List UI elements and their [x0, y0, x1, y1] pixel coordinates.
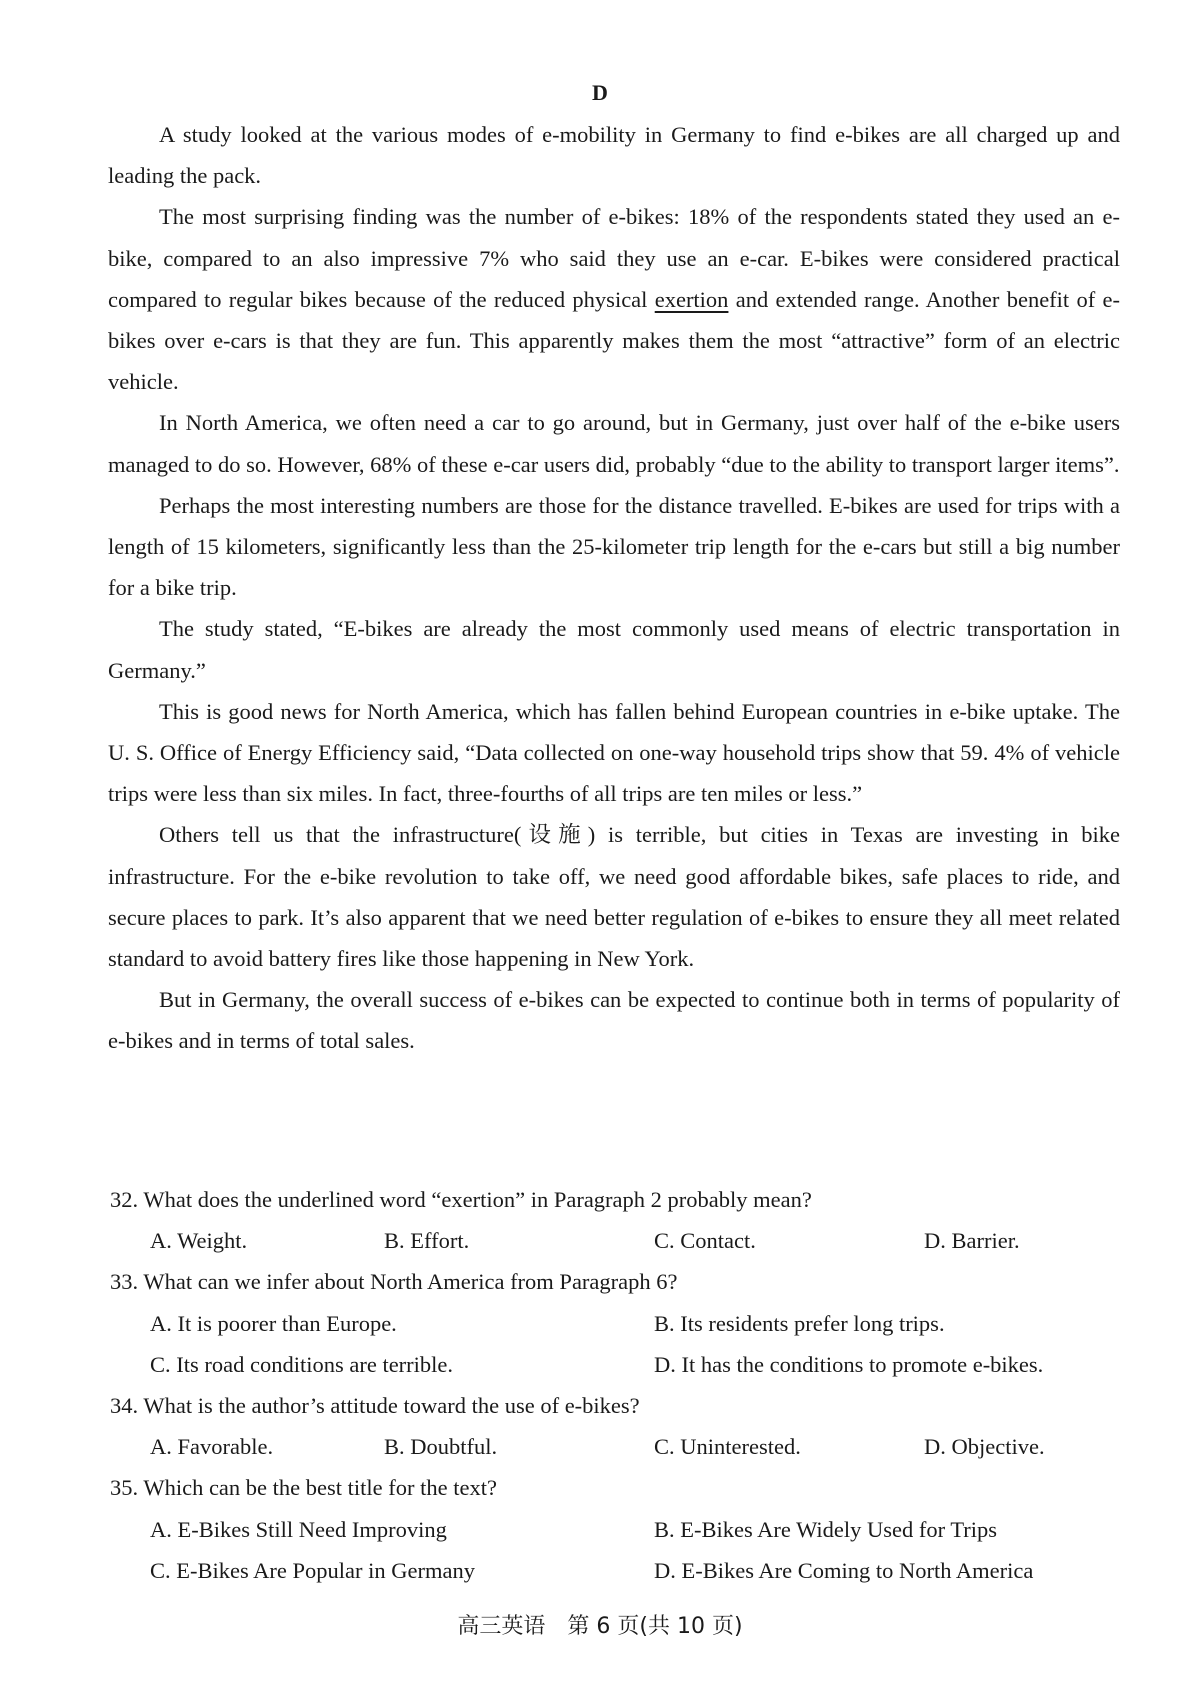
option-d[interactable]: D. It has the conditions to promote e-bikes. — [654, 1351, 1044, 1377]
paragraph-8: But in Germany, the overall success of e-bikes can be expected to continue both in terms of popularity of e-bikes and in terms of total sales. — [108, 987, 1120, 1054]
section-heading: D — [592, 80, 608, 105]
option-d[interactable]: D. E-Bikes Are Coming to North America — [654, 1557, 1034, 1583]
paragraph-4: Perhaps the most interesting numbers are those for the distance travelled. E-bikes are used for trips with a length of 15 kilometers, significantly less than the 25-kilometer trip length for the e-cars but still a big number for a bike trip. — [108, 492, 1120, 601]
option-c[interactable]: C. Its road conditions are terrible. — [150, 1351, 454, 1377]
question-34 — [110, 1385, 1122, 1467]
paragraph-3: In North America, we often need a car to go around, but in Germany, just over half of the e-bike users managed to do so. However, 68% of these e-car users did, probably “due to the ability to transport larger items”. — [108, 410, 1120, 477]
question-options — [110, 1426, 1122, 1467]
option-a[interactable]: A. E-Bikes Still Need Improving — [150, 1516, 447, 1542]
question-32 — [110, 1179, 1122, 1261]
paragraph-2 — [108, 196, 1120, 402]
option-b[interactable]: B. Effort. — [384, 1228, 470, 1254]
page-footer: 高三英语 第 6 页(共 10 页) — [457, 1614, 743, 1639]
question-list — [110, 1179, 1122, 1591]
question-stem: 32. What does the underlined word “exertion” in Paragraph 2 probably mean? — [110, 1187, 812, 1212]
paragraph-1: A study looked at the various modes of e-mobility in Germany to find e-bikes are all charged up and leading the pack. — [108, 122, 1120, 189]
question-options — [110, 1303, 1122, 1385]
option-c[interactable]: C. Contact. — [654, 1228, 756, 1254]
option-d[interactable]: D. Objective. — [924, 1434, 1045, 1460]
question-stem: 35. Which can be the best title for the text? — [110, 1475, 497, 1501]
reading-passage — [108, 114, 1120, 1062]
option-c[interactable]: C. Uninterested. — [654, 1434, 801, 1460]
paragraph-2-text-after: and extended range. Another benefit of e-bikes over e-cars is that they are fun. This apparently makes them the most “attractive” form of an electric vehicle. — [108, 286, 1120, 395]
option-b[interactable]: B. Doubtful. — [384, 1434, 498, 1460]
option-c[interactable]: C. E-Bikes Are Popular in Germany — [150, 1557, 475, 1583]
paragraph-7: Others tell us that the infrastructure(设施) is terrible, but cities in Texas are investing in bike infrastructure. For the e-bike revolution to take off, we need good affordable bikes, safe places to ride, and secure places to park. It’s also apparent that we need better regulation of e-bikes to ensure they all meet related standard to avoid battery fires like those happening in New York. — [108, 822, 1120, 972]
question-stem: 34. What is the author’s attitude toward the use of e-bikes? — [110, 1392, 640, 1418]
underlined-word: exertion — [654, 286, 729, 312]
option-b[interactable]: B. Its residents prefer long trips. — [654, 1310, 945, 1336]
paragraph-6: This is good news for North America, which has fallen behind European countries in e-bike uptake. The U. S. Office of Energy Efficiency said, “Data collected on one-way household trips show that 59. 4% of vehicle trips were less than six miles. In fact, three-fourths of all trips are ten miles or less.” — [108, 698, 1120, 807]
option-a[interactable]: A. It is poorer than Europe. — [150, 1310, 397, 1336]
question-options — [110, 1220, 1122, 1261]
option-b[interactable]: B. E-Bikes Are Widely Used for Trips — [654, 1516, 998, 1542]
option-a[interactable]: A. Weight. — [150, 1228, 248, 1254]
paragraph-5: The study stated, “E-bikes are already the most commonly used means of electric transportation in Germany.” — [108, 616, 1120, 683]
option-d[interactable]: D. Barrier. — [924, 1228, 1020, 1254]
question-35 — [110, 1467, 1122, 1591]
question-stem: 33. What can we infer about North America from Paragraph 6? — [110, 1269, 678, 1295]
question-options — [110, 1509, 1122, 1591]
question-33 — [110, 1261, 1122, 1385]
paragraph-2-text-before: The most surprising finding was the number of e-bikes: 18% of the respondents stated they used an e-bike, compared to an also impressive 7% who said they use an e-car. E-bikes were considered practical compared to regular bikes because of the reduced physical — [108, 204, 1120, 312]
option-a[interactable]: A. Favorable. — [150, 1434, 274, 1460]
